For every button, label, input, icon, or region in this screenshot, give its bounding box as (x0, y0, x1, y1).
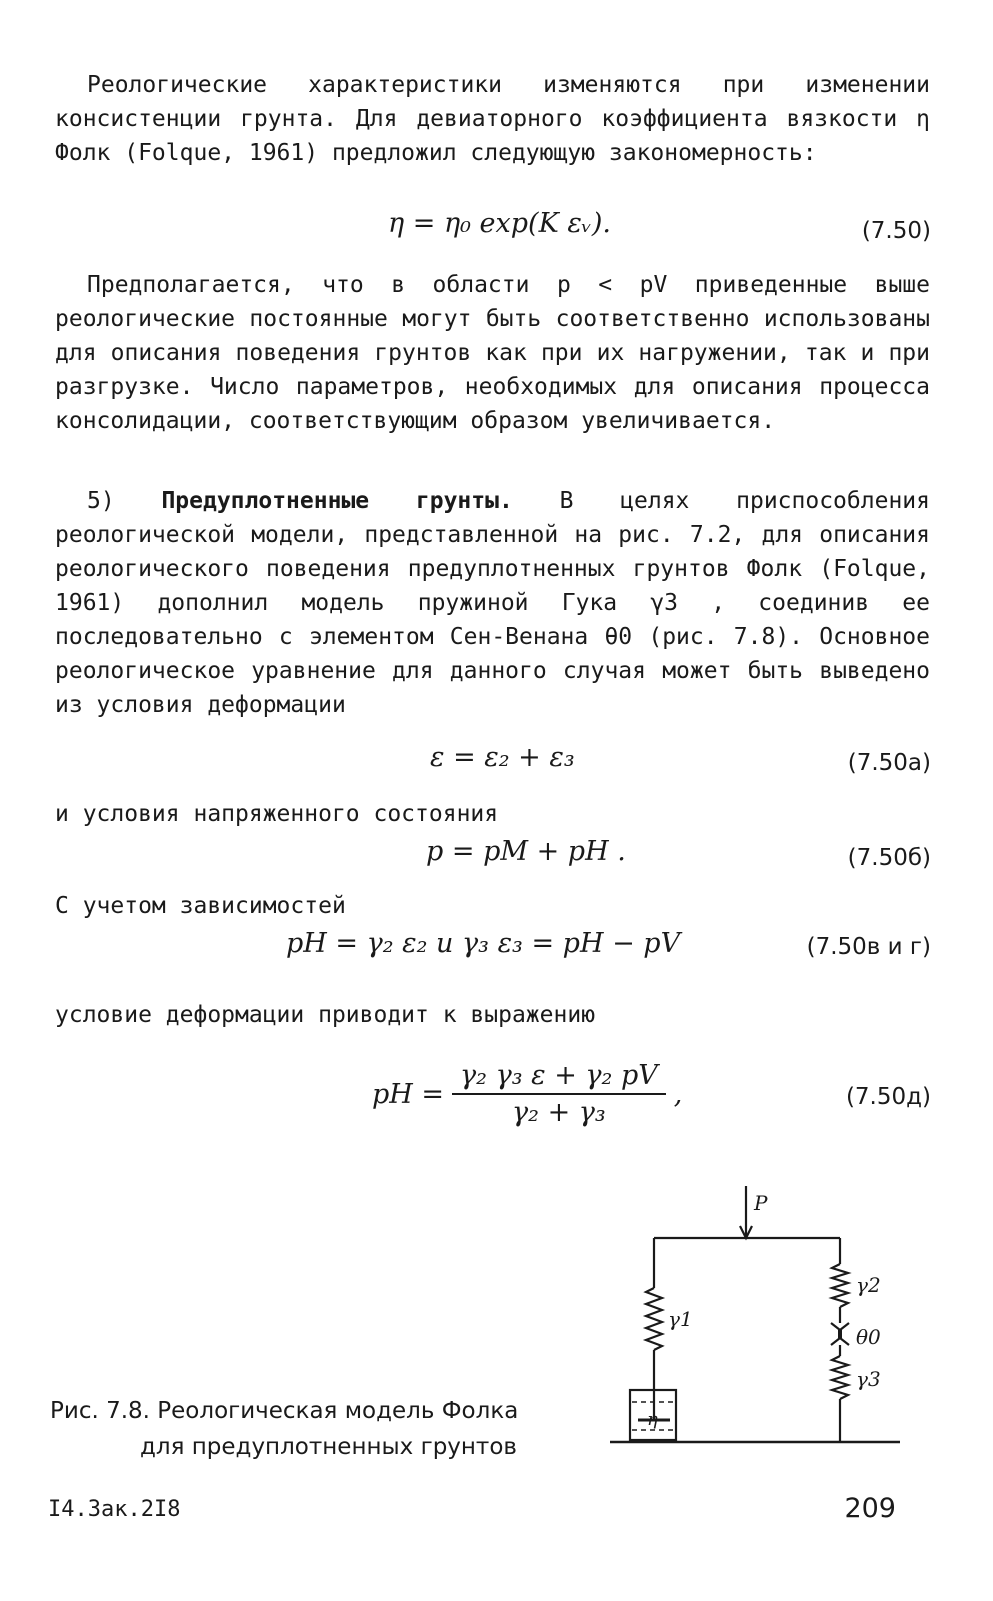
equation-number-7-50b: (7.50б) (847, 845, 931, 871)
paragraph-preconsolidated: 5) Предуплотненные грунты. В целях приспособления реологической модели, представленной на рис. 7.2, для описания реологического поведения предуплотненных грунтов Фолк (Folque, 1961) дополнил модель пружиной Гука γ3 , соединив ее последовательно с элементом Сен-Венана θ0 (рис. 7.8). Основное реологическое уравнение для данного случая может быть выведено из условия деформации (55, 488, 930, 718)
saint-venant-element-icon (831, 1323, 849, 1330)
equation-7-50: η = η₀ exp(K εᵥ). (388, 208, 611, 239)
fraction-numerator: γ₂ γ₃ ε + γ₂ pV (452, 1060, 666, 1095)
caption-line-2: для предуплотненных грунтов (140, 1434, 517, 1460)
paragraph-deformation: условие деформации приводит к выражению (55, 1002, 596, 1028)
equation-7-50a: ε = ε₂ + ε₃ (430, 742, 575, 773)
fraction-denominator: γ₂ + γ₃ (512, 1097, 606, 1128)
equation-lhs: pН = (372, 1078, 445, 1110)
equation-number-7-50: (7.50) (861, 218, 931, 244)
spring-gamma3-icon (832, 1356, 848, 1399)
equation-7-50d: pН = $\frac{\text{γ₂ γ₃ ε + γ₂ pV}}{\text{γ₂ + γ₃}}$ , (372, 1060, 683, 1128)
spring-gamma1-icon (646, 1288, 662, 1350)
equation-number-7-50d: (7.50д) (845, 1084, 931, 1110)
fraction (452, 1060, 666, 1128)
section-heading: Предуплотненные грунты. (161, 488, 513, 514)
spring-gamma2-icon (832, 1264, 848, 1307)
label-gamma2: γ2 (856, 1273, 881, 1297)
paragraph-stress-condition: и условия напряженного состояния (55, 801, 499, 827)
paragraph-dependencies: С учетом зависимостей (55, 893, 346, 919)
equation-number-7-50a: (7.50а) (847, 750, 931, 776)
caption-line-1: Рис. 7.8. Реологическая модель Фолка (50, 1398, 519, 1424)
label-eta: η (647, 1409, 658, 1430)
equation-7-50b: p = pМ + pН . (426, 836, 626, 867)
figure-caption (50, 1393, 630, 1465)
equation-7-50v: pН = γ₂ ε₂ и γ₃ ε₃ = pН − pV (286, 928, 681, 959)
label-gamma3: γ3 (856, 1367, 881, 1391)
label-p: P (754, 1191, 768, 1215)
print-signature: I4.Зак.2I8 (48, 1497, 181, 1522)
page-number: 209 (844, 1493, 896, 1524)
paragraph-viscosity: Реологические характеристики изменяются при изменении консистенции грунта. Для девиаторного коэффициента вязкости η Фолк (Folque, 1961) предложил следующую закономерность: (55, 72, 930, 166)
label-theta0: θ0 (856, 1325, 881, 1349)
label-gamma1: γ1 (668, 1307, 693, 1331)
equation-number-7-50v: (7.50в и г) (806, 934, 931, 960)
paragraph-assumption: Предполагается, что в области p < pV приведенные выше реологические постоянные могут быть соответственно использованы для описания поведения грунтов как при их нагружении, так и при разгрузке. Число параметров, необходимых для описания процесса консолидации, соответствующим образом увеличивается. (55, 272, 930, 434)
rheological-model-figure (600, 1180, 930, 1470)
